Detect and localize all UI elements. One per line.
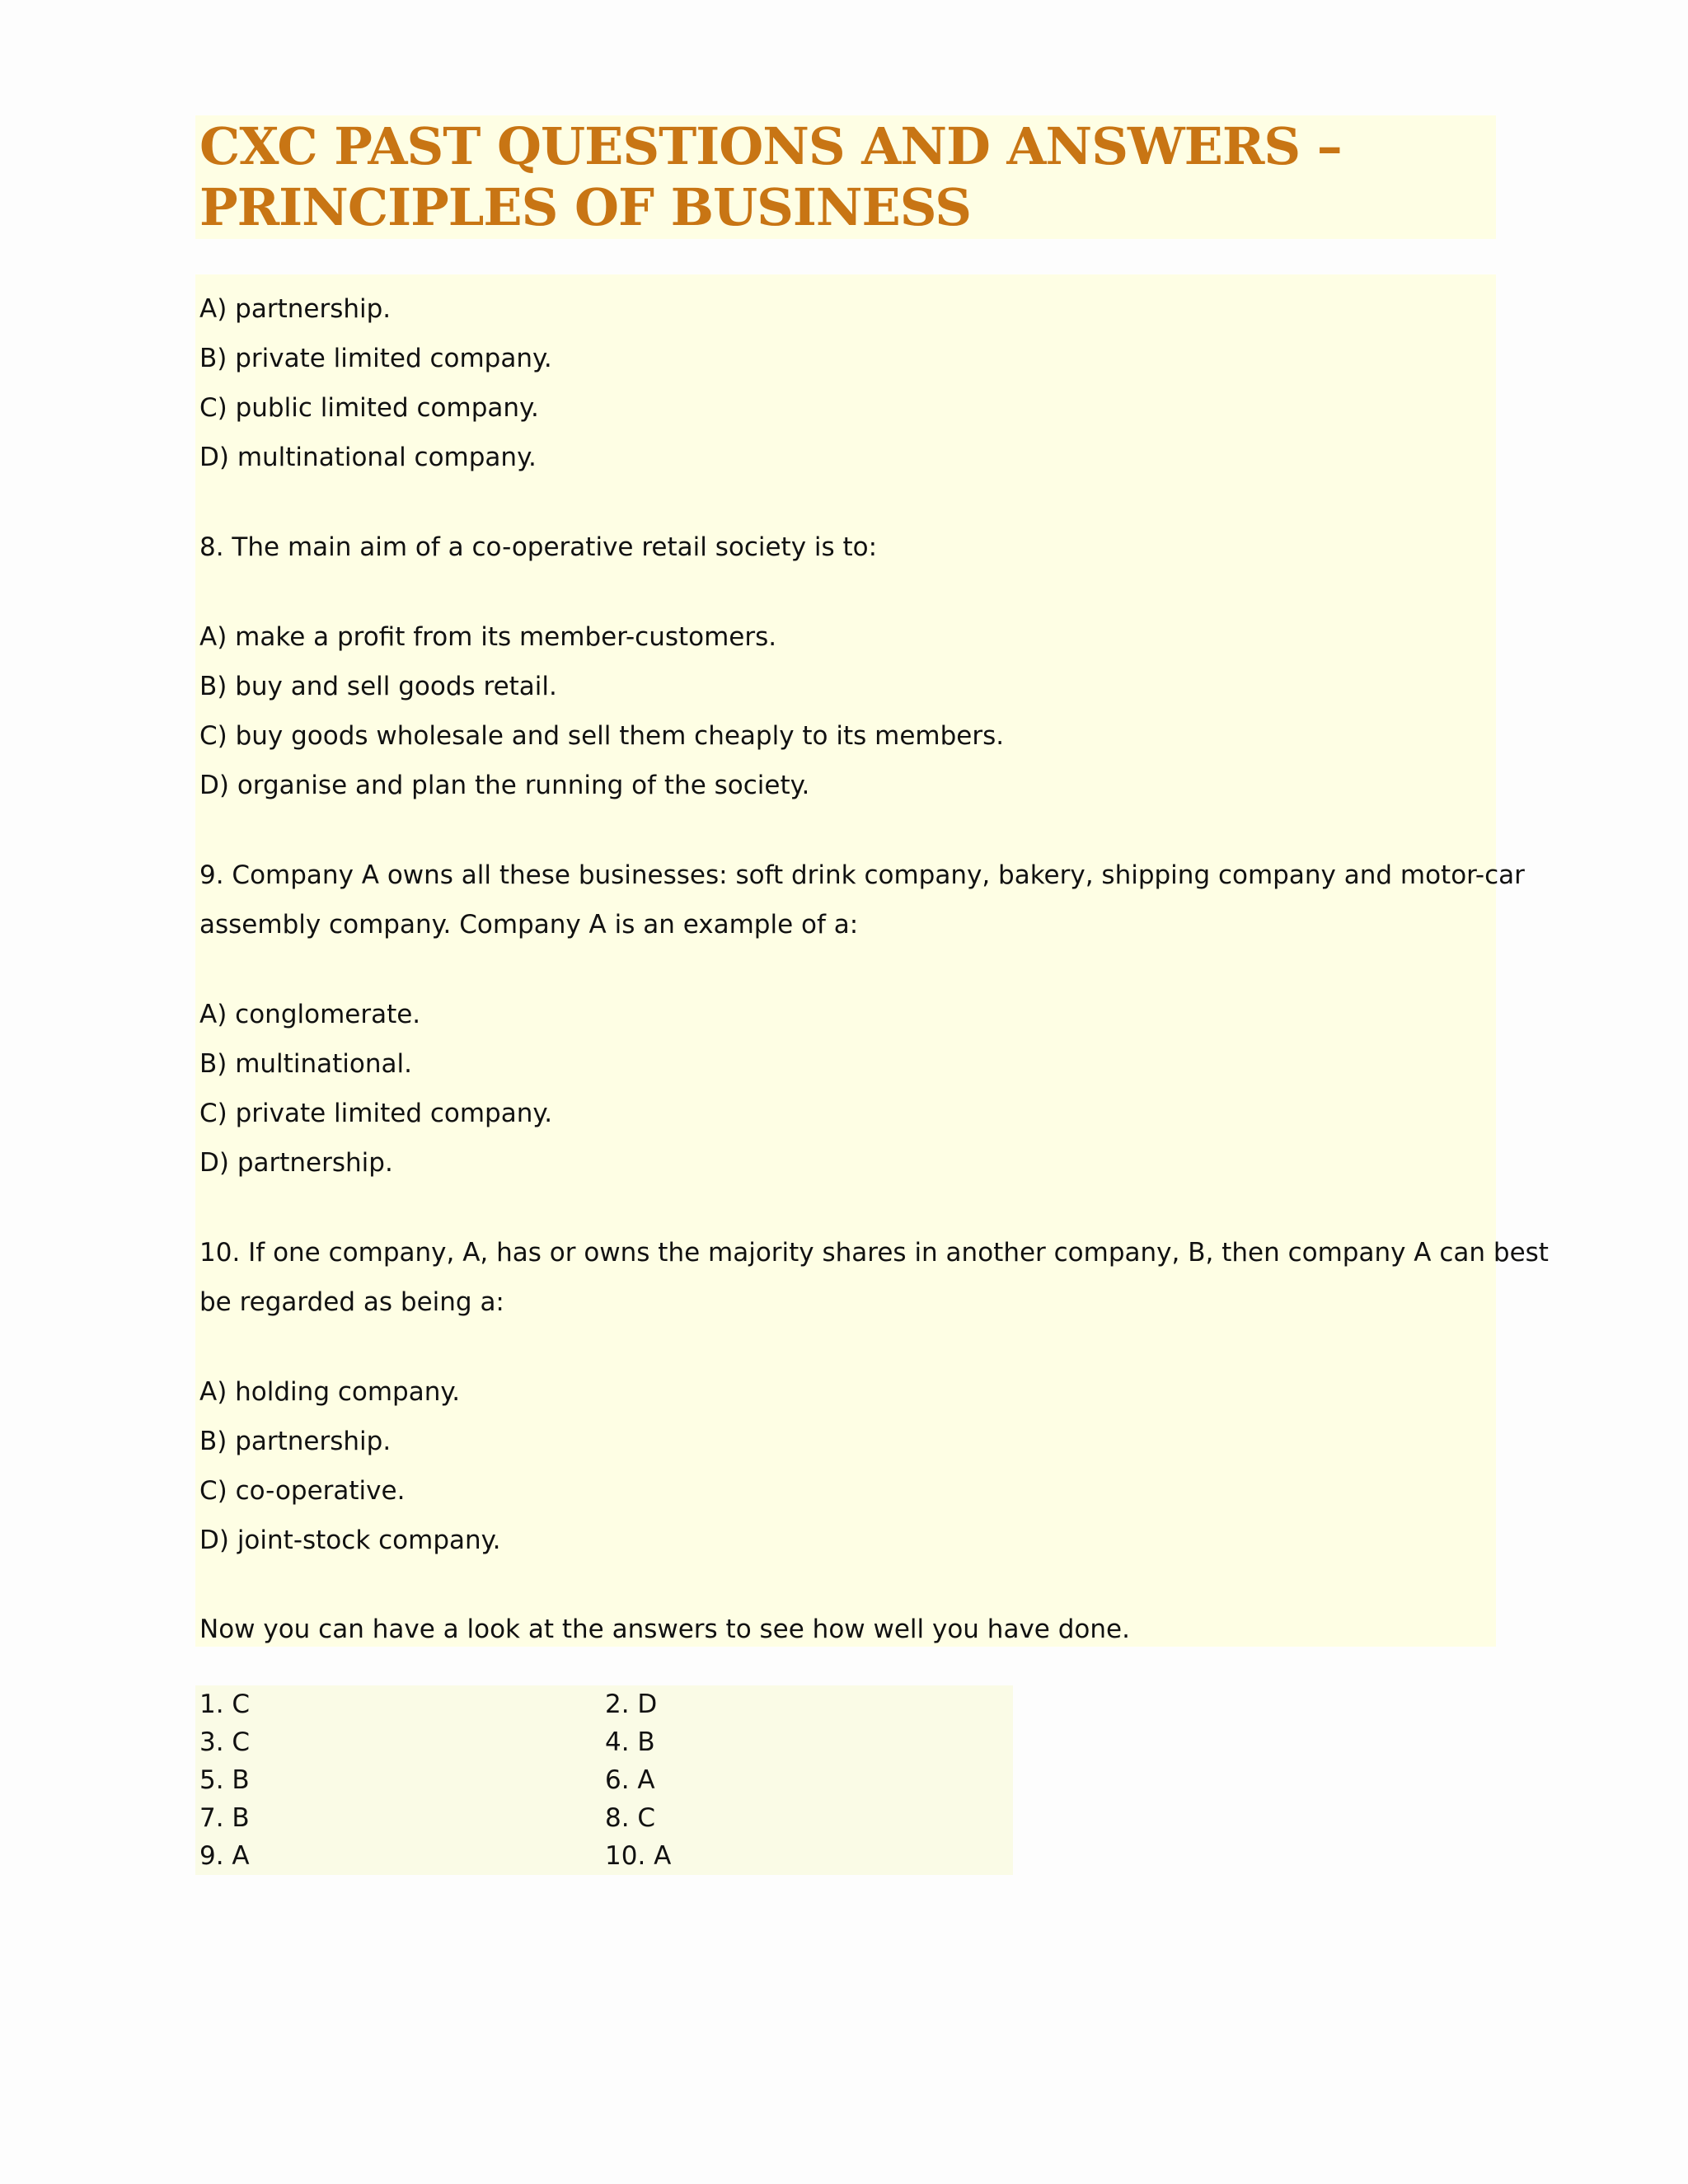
- closing-text: Now you can have a look at the answers to see how well you have done.: [199, 1615, 1130, 1644]
- answer-cell: 7. B: [199, 1803, 250, 1833]
- question-10-option-c: C) co-operative.: [199, 1476, 406, 1506]
- answer-cell: 4. B: [605, 1727, 655, 1757]
- title-block: [195, 115, 1496, 239]
- prev-option-c: C) public limited company.: [199, 393, 539, 423]
- answer-cell: 9. A: [199, 1841, 250, 1871]
- answer-cell: 5. B: [199, 1765, 250, 1795]
- question-10-option-a: A) holding company.: [199, 1377, 461, 1407]
- question-8-text: 8. The main aim of a co-operative retail society is to:: [199, 532, 878, 562]
- question-9-option-d: D) partnership.: [199, 1148, 393, 1178]
- page-title-line-1: CXC PAST QUESTIONS AND ANSWERS –: [199, 116, 1342, 176]
- page-title-line-2: PRINCIPLES OF BUSINESS: [199, 177, 971, 237]
- prev-option-b: B) private limited company.: [199, 344, 552, 373]
- question-8-option-d: D) organise and plan the running of the society.: [199, 771, 810, 800]
- answer-key-table: [195, 1685, 1013, 1875]
- prev-option-d: D) multinational company.: [199, 443, 537, 472]
- answer-cell: 2. D: [605, 1690, 658, 1719]
- question-8-option-b: B) buy and sell goods retail.: [199, 672, 557, 701]
- question-9-option-c: C) private limited company.: [199, 1099, 553, 1128]
- question-9-option-b: B) multinational.: [199, 1049, 412, 1079]
- prev-option-a: A) partnership.: [199, 294, 392, 324]
- question-9-text-line-1: 9. Company A owns all these businesses: soft drink company, bakery, shipping company and motor-car: [199, 860, 1525, 890]
- answer-cell: 6. A: [605, 1765, 655, 1795]
- question-8-option-a: A) make a profit from its member-customers.: [199, 622, 777, 652]
- questions-block: [195, 274, 1549, 1647]
- answer-cell: 1. C: [199, 1690, 251, 1719]
- answer-cell: 10. A: [605, 1841, 672, 1871]
- answer-cell: 3. C: [199, 1727, 251, 1757]
- answer-cell: 8. C: [605, 1803, 656, 1833]
- question-10-text-line-2: be regarded as being a:: [199, 1287, 504, 1317]
- question-9-option-a: A) conglomerate.: [199, 1000, 421, 1029]
- question-8-option-c: C) buy goods wholesale and sell them cheaply to its members.: [199, 721, 1005, 751]
- question-10-option-d: D) joint-stock company.: [199, 1526, 501, 1555]
- question-10-text-line-1: 10. If one company, A, has or owns the majority shares in another company, B, then company A can best: [199, 1238, 1549, 1268]
- question-10-option-b: B) partnership.: [199, 1427, 392, 1456]
- question-9-text-line-2: assembly company. Company A is an example of a:: [199, 910, 859, 940]
